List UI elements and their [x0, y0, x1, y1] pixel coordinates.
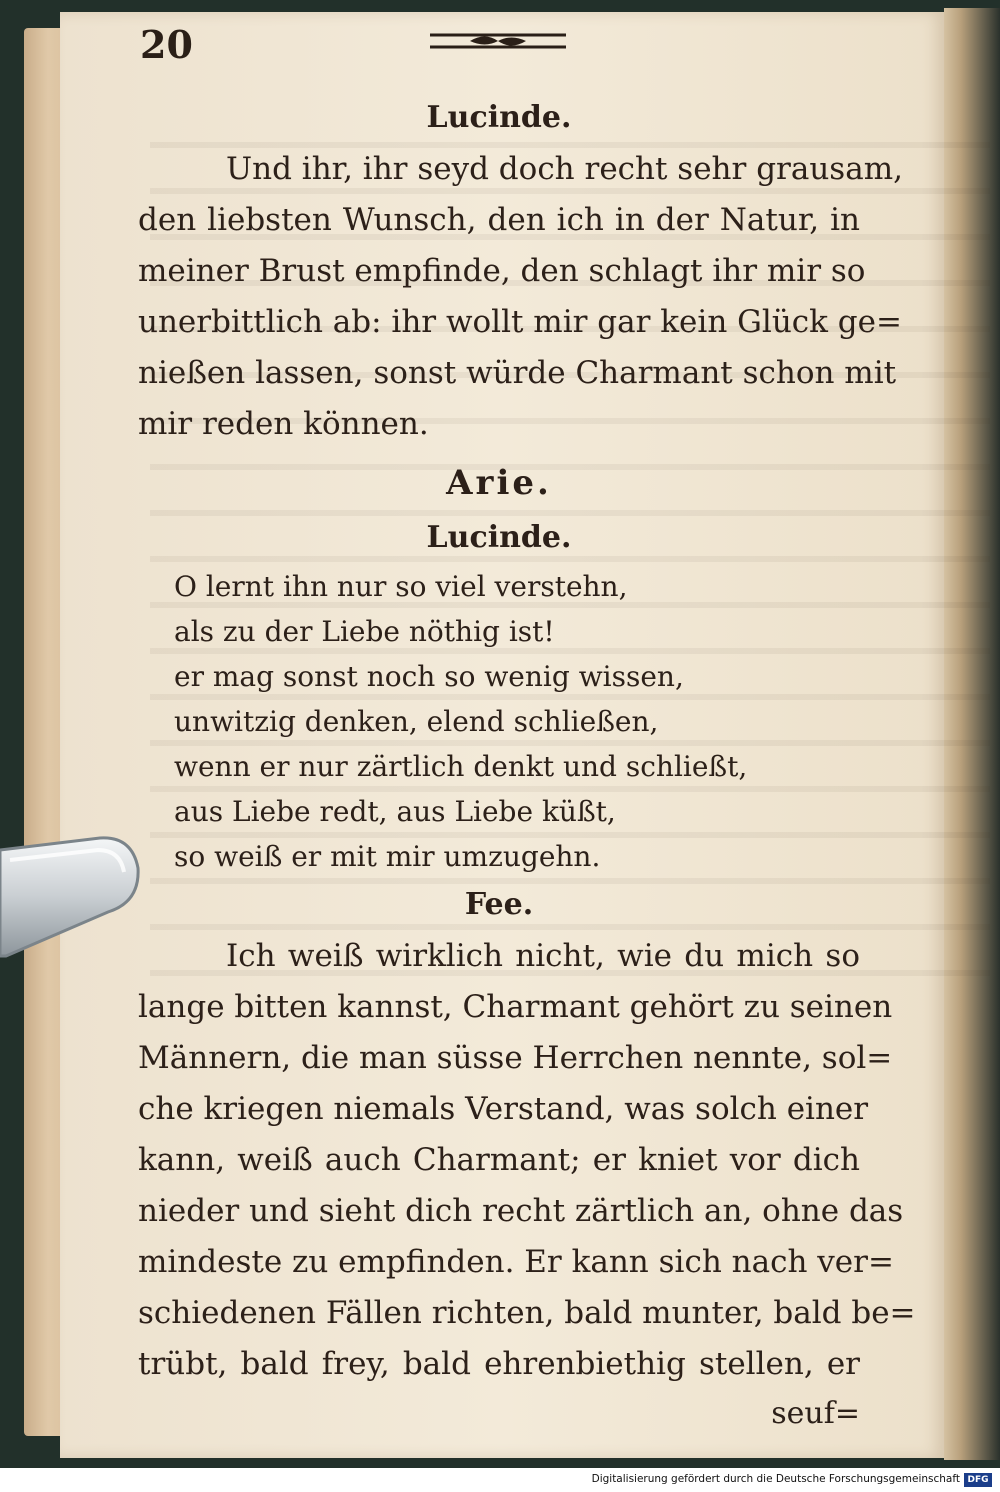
text-line: lange bitten kannst, Charmant gehört zu seinen — [138, 989, 893, 1025]
page-clip-icon — [0, 820, 150, 960]
text-line: mindeste zu empfinden. Er kann sich nach ver= — [138, 1244, 894, 1280]
text-line: Männern, die man süsse Herrchen nennte, sol= — [138, 1040, 893, 1076]
text-line: nießen lassen, sonst würde Charmant schon mit — [138, 355, 897, 391]
text-line: trübt, bald frey, bald ehrenbiethig stellen, er — [138, 1346, 860, 1382]
catchword: seuf= — [771, 1396, 860, 1431]
text-line: Und ihr, ihr seyd doch recht sehr grausam, — [226, 151, 903, 187]
text-line: mir reden können. — [138, 406, 429, 442]
speaker-heading: Lucinde. — [426, 520, 572, 555]
verse-line: aus Liebe redt, aus Liebe küßt, — [174, 795, 616, 828]
header-ornament-icon — [430, 30, 566, 52]
text-line: schiedenen Fällen richten, bald munter, bald be= — [138, 1295, 916, 1331]
dfg-logo-icon: DFG — [964, 1473, 992, 1487]
text-line: che kriegen niemals Verstand, was solch einer — [138, 1091, 869, 1127]
footer-credit: Digitalisierung gefördert durch die Deutsche Forschungsgemeinschaft — [591, 1473, 960, 1485]
text-line: den liebsten Wunsch, den ich in der Natur, in — [138, 202, 860, 238]
footer-bar — [0, 1468, 1000, 1492]
verse-line: er mag sonst noch so wenig wissen, — [174, 660, 684, 693]
text-line: nieder und sieht dich recht zärtlich an, ohne das — [138, 1193, 904, 1229]
text-line: kann, weiß auch Charmant; er kniet vor dich — [138, 1142, 860, 1178]
page-number: 20 — [140, 22, 193, 67]
speaker-heading: Lucinde. — [426, 100, 572, 135]
verse-line: als zu der Liebe nöthig ist! — [174, 615, 555, 648]
text-line: meiner Brust empfinde, den schlagt ihr mir so — [138, 253, 866, 289]
text-line: unerbittlich ab: ihr wollt mir gar kein Glück ge= — [138, 304, 902, 340]
verse-line: so weiß er mit mir umzugehn. — [174, 840, 601, 873]
verse-line: wenn er nur zärtlich denkt und schließt, — [174, 750, 748, 783]
speaker-heading: Fee. — [464, 887, 534, 922]
aria-heading: Arie. — [446, 463, 552, 503]
verse-line: unwitzig denken, elend schließen, — [174, 705, 659, 738]
text-line: Ich weiß wirklich nicht, wie du mich so — [226, 938, 860, 974]
page-text — [138, 92, 916, 1438]
verse-line: O lernt ihn nur so viel verstehn, — [174, 570, 628, 603]
